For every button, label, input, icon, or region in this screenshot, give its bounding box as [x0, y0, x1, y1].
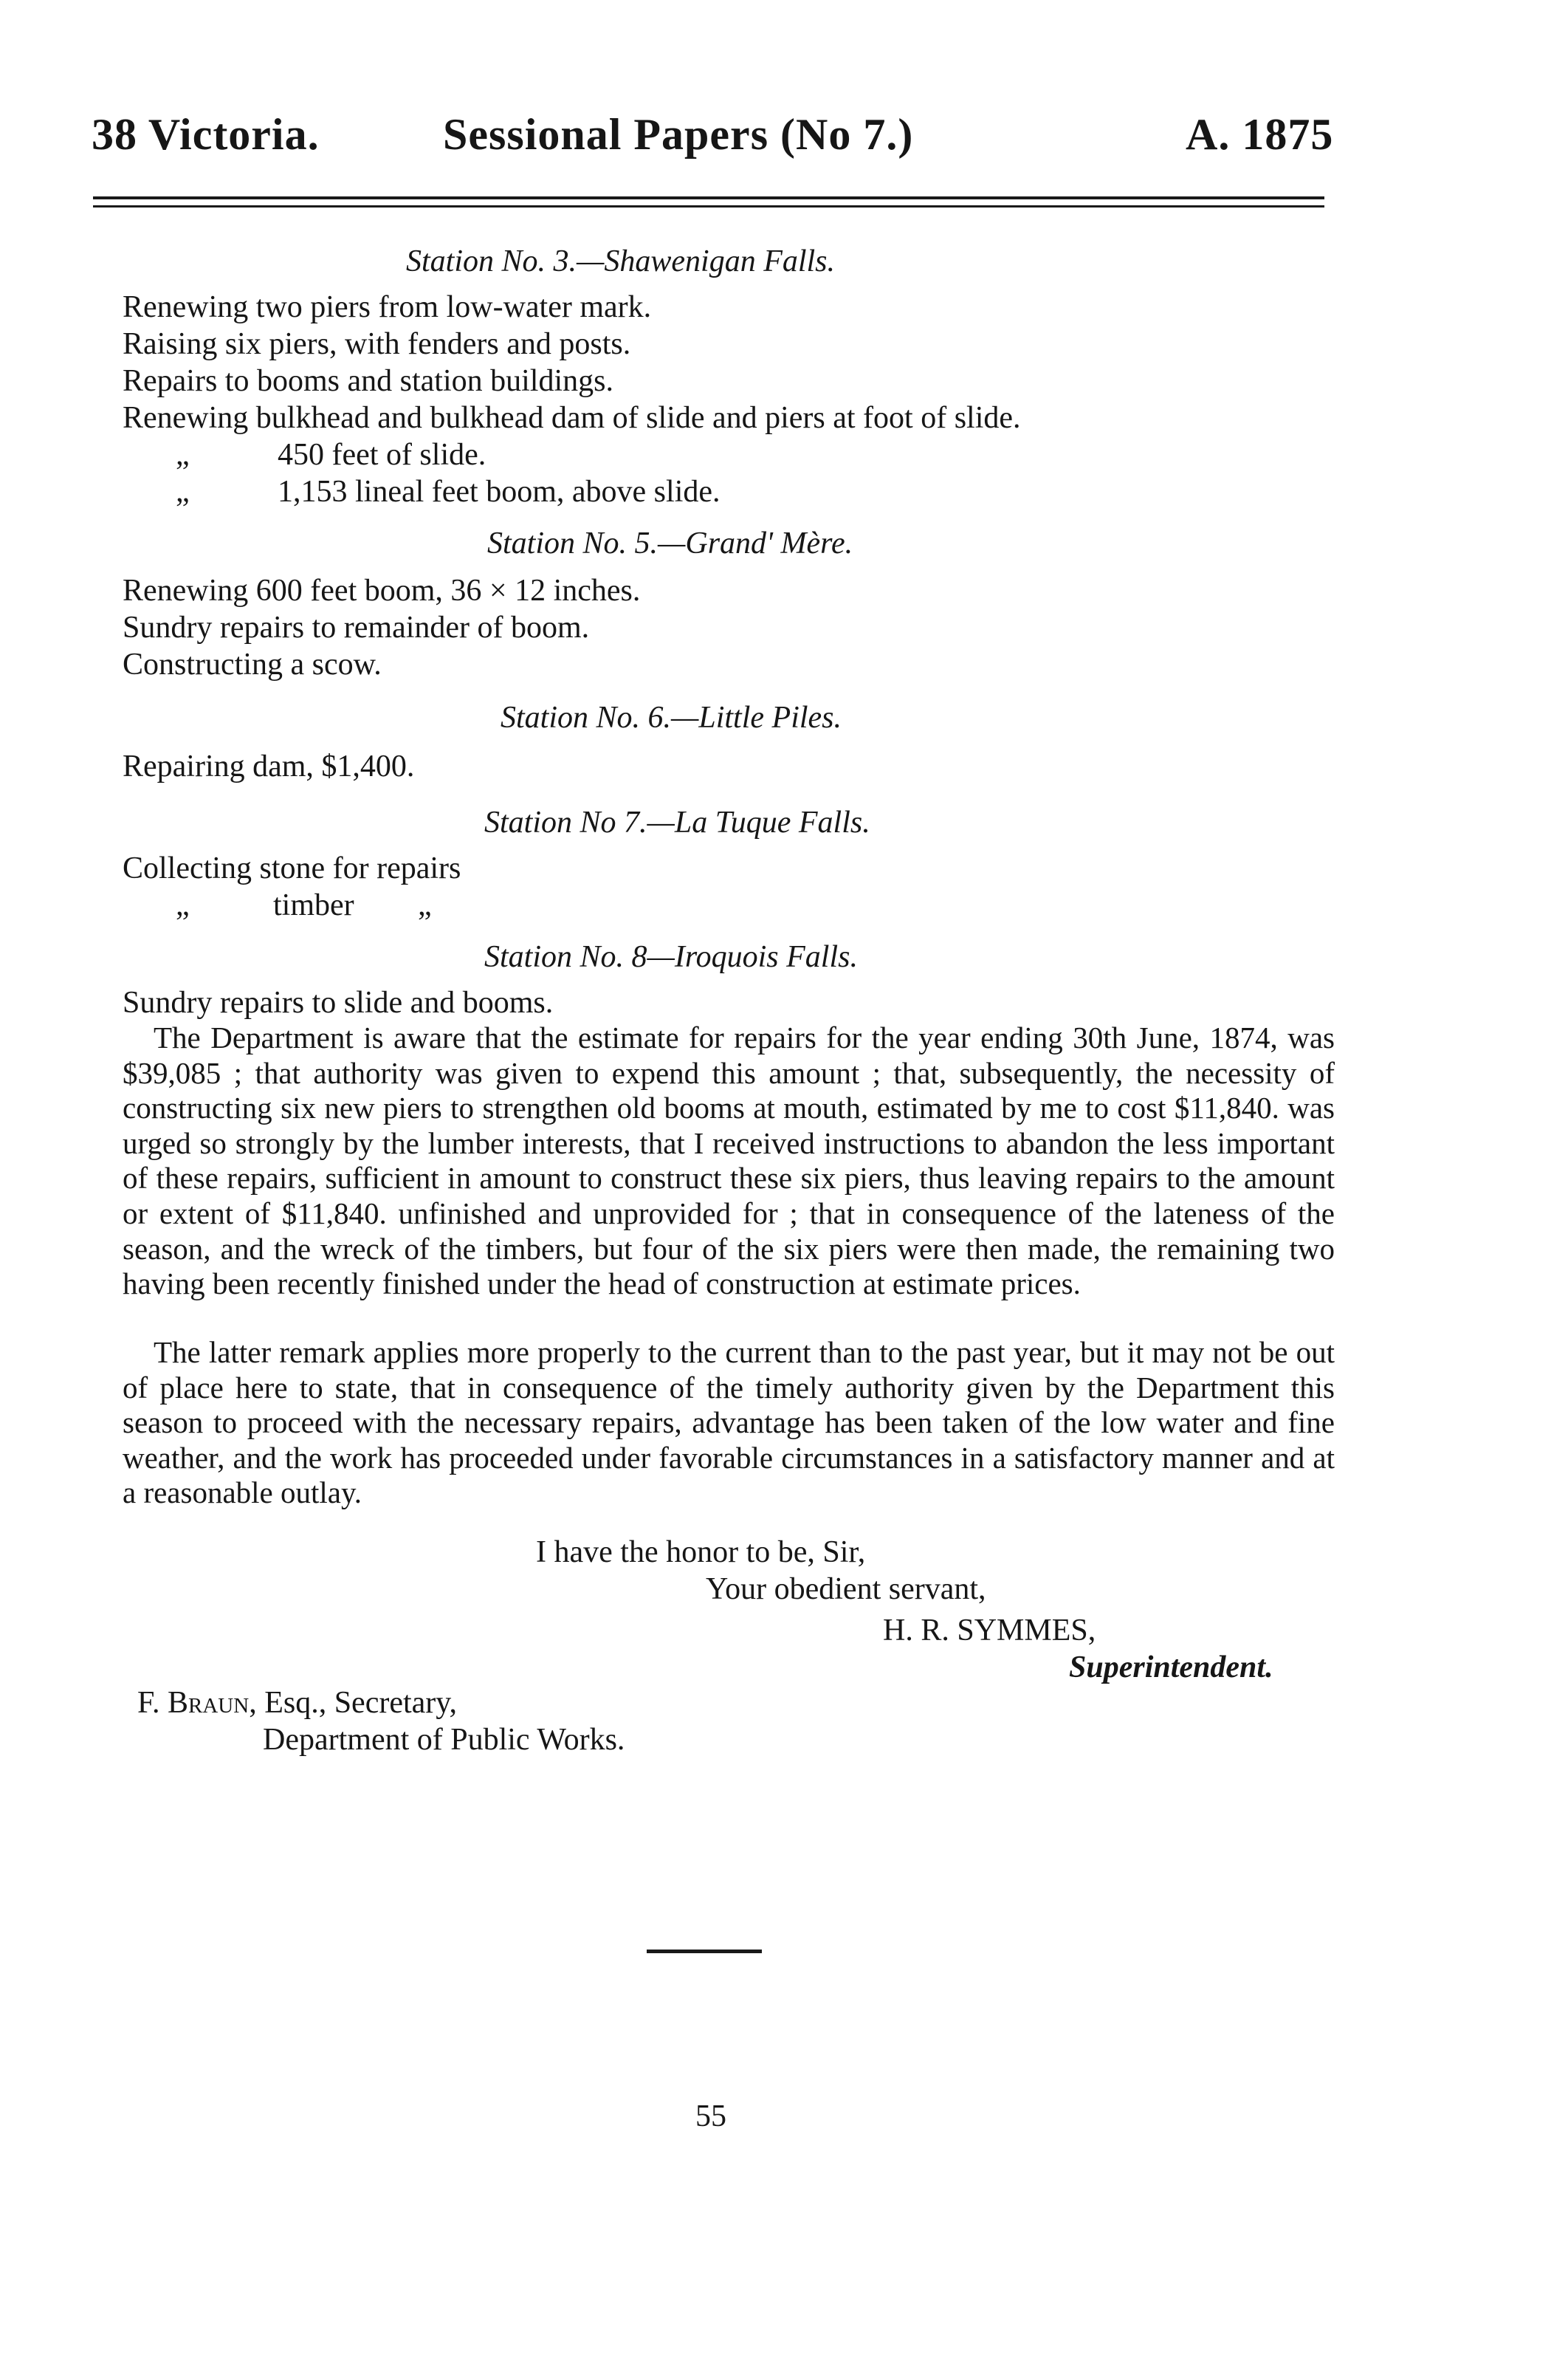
signature-name: H. R. SYMMES, — [883, 1614, 1096, 1647]
station8-item: Sundry repairs to slide and booms. — [123, 986, 554, 1020]
station7-title: Station No 7.—La Tuque Falls. — [484, 806, 870, 840]
station6-title: Station No. 6.—Little Piles. — [501, 701, 842, 735]
station3-item: Repairs to booms and station buildings. — [123, 364, 613, 398]
addressee-department: Department of Public Works. — [263, 1723, 625, 1757]
header-rule-bottom — [93, 205, 1324, 208]
closing-line-2: Your obedient servant, — [706, 1572, 986, 1606]
station3-item: Renewing bulkhead and bulkhead dam of slide and piers at foot of slide. — [123, 401, 1021, 435]
ditto-mark: „ — [176, 475, 190, 509]
ditto-mark: „ — [176, 438, 190, 472]
station7-item: Collecting stone for repairs — [123, 851, 461, 885]
body-paragraph-2: The latter remark applies more properly to the current than to the past year, but it may not be out of place here to state, that in consequence of the timely authority given by the Department this season to proceed with the necessary repairs, advantage has been taken of the low water and fine weather, and the work has proceeded under favorable circumstances in a satisfactory manner and at a reasonable outlay. — [123, 1335, 1335, 1510]
station5-item: Sundry repairs to remainder of boom. — [123, 611, 590, 645]
station3-sub-item: 1,153 lineal feet boom, above slide. — [278, 475, 721, 509]
ditto-mark: „ — [418, 888, 432, 922]
station3-item: Renewing two piers from low-water mark. — [123, 290, 652, 324]
body-paragraph-1: The Department is aware that the estimate for repairs for the year ending 30th June, 1874, was $39,085 ; that authority was given to expend this amount ; that, subsequently, the necessity of constructing six new piers to strengthen old booms at mouth, estimated by me to cost $11,840. was urged so strongly by the lumber interests, that I received instructions to abandon the less important of these repairs, sufficient in amount to construct these six piers, thus leaving repairs to the amount or extent of $11,840. unfinished and unprovided for ; that in consequence of the lateness of the season, and the wreck of the timbers, but four of the six piers were then made, the remaining two having been recently finished under the head of construction at estimate prices. — [123, 1021, 1335, 1301]
station3-item: Raising six piers, with fenders and posts. — [123, 327, 631, 361]
section-end-rule — [647, 1950, 762, 1953]
addressee-line: F. Braun, Esq., Secretary, — [137, 1686, 458, 1720]
station5-title: Station No. 5.—Grand' Mère. — [487, 527, 853, 560]
header-volume: 38 Victoria. — [92, 110, 320, 159]
station3-title: Station No. 3.—Shawenigan Falls. — [406, 244, 836, 278]
closing-line-1: I have the honor to be, Sir, — [536, 1535, 866, 1569]
station8-title: Station No. 8—Iroquois Falls. — [484, 940, 858, 974]
header-year: A. 1875 — [1186, 110, 1334, 159]
station7-ditto-word: timber — [273, 888, 354, 922]
signature-title: Superintendent. — [1069, 1650, 1273, 1684]
page-number: 55 — [695, 2099, 726, 2133]
ditto-mark: „ — [176, 888, 190, 922]
header-title: Sessional Papers (No 7.) — [443, 110, 914, 159]
station5-item: Renewing 600 feet boom, 36 × 12 inches. — [123, 574, 641, 608]
station5-item: Constructing a scow. — [123, 648, 382, 682]
station6-item: Repairing dam, $1,400. — [123, 750, 415, 783]
header-rule-top — [93, 196, 1324, 199]
station3-sub-item: 450 feet of slide. — [278, 438, 486, 472]
